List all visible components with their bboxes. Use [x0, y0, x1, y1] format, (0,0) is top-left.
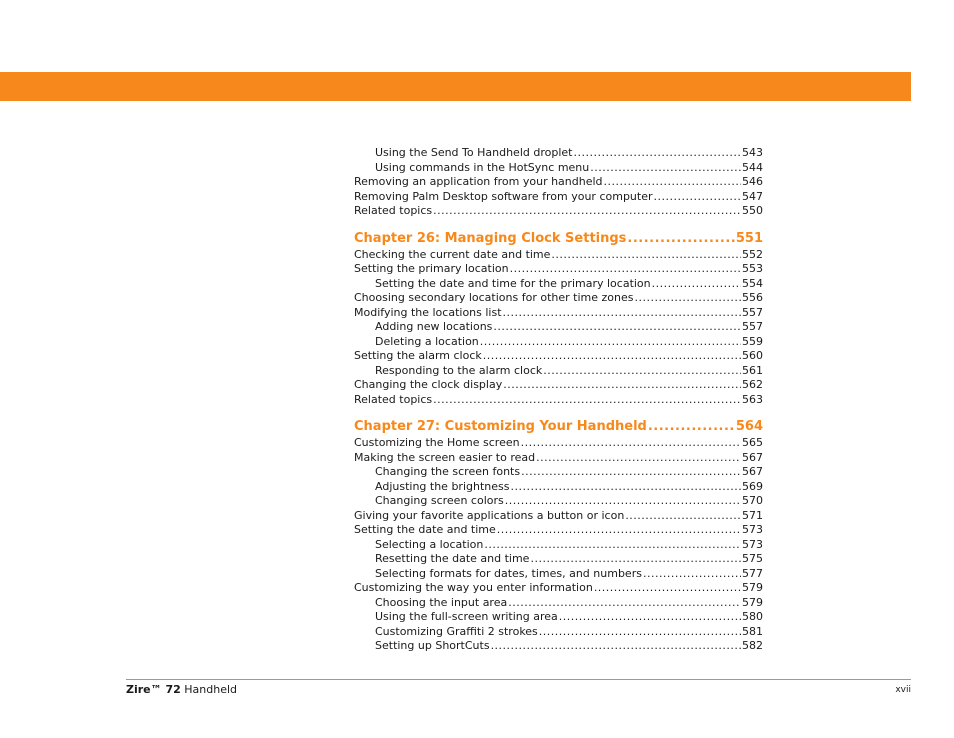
toc-chapter-heading[interactable]	[354, 418, 763, 435]
toc-entry-title: Resetting the date and time	[375, 552, 530, 565]
toc-leader-dots	[604, 175, 741, 190]
toc-entry-title: Deleting a location	[375, 334, 479, 348]
toc-entry[interactable]	[354, 581, 763, 596]
toc-entry[interactable]	[354, 523, 763, 538]
toc-entry-title: Related topics	[354, 392, 433, 406]
toc-entry[interactable]	[354, 175, 763, 190]
toc-entry-title: Setting the primary location	[354, 262, 509, 275]
toc-page-number: 571	[742, 508, 763, 522]
toc-entry[interactable]	[354, 306, 763, 321]
toc-leader-dots	[480, 335, 741, 350]
toc-page-number: 553	[742, 262, 763, 275]
toc-leader-dots	[521, 436, 741, 451]
toc-leader-dots	[643, 567, 741, 582]
toc-page-number: 557	[742, 305, 763, 319]
toc-leader-dots	[654, 190, 742, 205]
footer-product	[126, 683, 237, 696]
toc-page-number: 582	[742, 639, 763, 652]
toc-leader-dots	[648, 418, 735, 435]
toc-page-number: 570	[742, 494, 763, 507]
toc-entry-title: Setting the date and time	[354, 523, 496, 536]
toc-page-number: 547	[742, 189, 763, 203]
toc-entry-title: Customizing Graffiti 2 strokes	[375, 624, 538, 638]
toc-leader-dots	[530, 552, 741, 567]
toc-subentry[interactable]	[354, 625, 763, 640]
toc-page-number: 569	[742, 479, 763, 493]
toc-entry-title: Choosing the input area	[375, 595, 508, 609]
toc-entry-title: Adding new locations	[375, 320, 493, 333]
toc-leader-dots	[493, 320, 741, 335]
toc-entry[interactable]	[354, 248, 763, 263]
toc-entry-title: Changing the screen fonts	[375, 465, 521, 478]
toc-leader-dots	[551, 248, 741, 263]
toc-entry[interactable]	[354, 190, 763, 205]
toc-page-number: 552	[742, 247, 763, 261]
toc-subentry[interactable]	[354, 480, 763, 495]
toc-entry-title: Checking the current date and time	[354, 247, 551, 261]
toc-entry-title: Choosing secondary locations for other time zones	[354, 291, 634, 304]
footer-product-name: Zire™ 72	[126, 683, 181, 696]
toc-page-number: 554	[742, 276, 763, 290]
toc-subentry[interactable]	[354, 320, 763, 335]
toc-subentry[interactable]	[354, 161, 763, 176]
toc-entry-title: Setting up ShortCuts	[375, 639, 490, 652]
toc-page-number: 579	[742, 581, 763, 594]
toc-entry-title: Adjusting the brightness	[375, 479, 510, 493]
toc-entry-title: Selecting a location	[375, 537, 484, 551]
toc-leader-dots	[627, 230, 734, 247]
toc-page-number: 561	[742, 363, 763, 377]
footer-divider	[126, 679, 911, 680]
toc-leader-dots	[497, 523, 741, 538]
toc-subentry[interactable]	[354, 552, 763, 567]
toc-leader-dots	[508, 596, 741, 611]
toc-leader-dots	[594, 581, 741, 596]
toc-leader-dots	[652, 277, 741, 292]
toc-leader-dots	[510, 480, 741, 495]
toc-entry-title: Setting the alarm clock	[354, 349, 482, 362]
toc-entry-title: Changing the clock display	[354, 378, 503, 391]
toc-leader-dots	[483, 349, 741, 364]
toc-subentry[interactable]	[354, 364, 763, 379]
toc-entry-title: Customizing the way you enter information	[354, 581, 593, 594]
toc-subentry[interactable]	[354, 494, 763, 509]
toc-leader-dots	[503, 306, 741, 321]
toc-leader-dots	[503, 378, 741, 393]
toc-entry-title: Setting the date and time for the primary location	[375, 276, 651, 290]
toc-page-number: 559	[742, 334, 763, 348]
table-of-contents	[354, 146, 763, 654]
toc-subentry[interactable]	[354, 567, 763, 582]
toc-page-number: 560	[742, 349, 763, 362]
toc-leader-dots	[521, 465, 741, 480]
toc-entry-title: Making the screen easier to read	[354, 450, 536, 464]
toc-page-number: 580	[742, 610, 763, 623]
footer-page-number: xvii	[895, 685, 911, 695]
toc-leader-dots	[491, 639, 741, 654]
toc-leader-dots	[539, 625, 741, 640]
toc-subentry[interactable]	[354, 610, 763, 625]
toc-leader-dots	[510, 262, 741, 277]
toc-entry-title: Responding to the alarm clock	[375, 363, 543, 377]
toc-subentry[interactable]	[354, 277, 763, 292]
toc-page-number: 564	[735, 419, 763, 434]
toc-page-number: 567	[742, 450, 763, 464]
toc-page-number: 567	[742, 465, 763, 478]
toc-entry[interactable]	[354, 378, 763, 393]
toc-entry[interactable]	[354, 291, 763, 306]
toc-chapter-heading[interactable]	[354, 230, 763, 247]
header-banner	[0, 72, 911, 101]
toc-page-number: 577	[742, 566, 763, 580]
toc-page-number: 562	[742, 378, 763, 391]
toc-leader-dots	[433, 204, 741, 219]
toc-subentry[interactable]	[354, 146, 763, 161]
toc-leader-dots	[573, 146, 741, 161]
toc-subentry[interactable]	[354, 596, 763, 611]
footer-product-suffix: Handheld	[184, 683, 238, 696]
toc-entry[interactable]	[354, 262, 763, 277]
toc-subentry[interactable]	[354, 639, 763, 654]
toc-leader-dots	[559, 610, 741, 625]
toc-page-number: 546	[742, 175, 763, 188]
toc-page-number: 579	[742, 595, 763, 609]
toc-leader-dots	[590, 161, 741, 176]
toc-page-number: 550	[742, 204, 763, 217]
toc-page-number: 544	[742, 160, 763, 174]
toc-entry-title: Using commands in the HotSync menu	[375, 160, 590, 174]
toc-page-number: 556	[742, 291, 763, 304]
toc-entry-title: Using the full-screen writing area	[375, 610, 558, 623]
toc-leader-dots	[634, 291, 741, 306]
toc-entry-title: Changing screen colors	[375, 494, 504, 507]
toc-page-number: 573	[742, 523, 763, 536]
toc-subentry[interactable]	[354, 538, 763, 553]
toc-page-number: 557	[742, 320, 763, 333]
toc-entry[interactable]	[354, 349, 763, 364]
toc-entry-title: Selecting formats for dates, times, and numbers	[375, 566, 642, 580]
toc-entry[interactable]	[354, 393, 763, 408]
toc-page-number: 581	[742, 624, 763, 638]
toc-leader-dots	[433, 393, 741, 408]
toc-leader-dots	[625, 509, 741, 524]
toc-leader-dots	[543, 364, 741, 379]
toc-entry[interactable]	[354, 204, 763, 219]
toc-page-number: 551	[735, 230, 763, 246]
toc-page-number: 575	[742, 552, 763, 565]
toc-subentry[interactable]	[354, 335, 763, 350]
toc-entry-title: Modifying the locations list	[354, 305, 502, 319]
toc-page-number: 573	[742, 537, 763, 551]
toc-subentry[interactable]	[354, 465, 763, 480]
toc-entry[interactable]	[354, 451, 763, 466]
toc-leader-dots	[484, 538, 741, 553]
toc-leader-dots	[536, 451, 741, 466]
toc-entry-title: Chapter 27: Customizing Your Handheld	[354, 419, 647, 434]
toc-entry-title: Chapter 26: Managing Clock Settings	[354, 230, 627, 246]
toc-entry-title: Removing an application from your handheld	[354, 175, 603, 188]
toc-entry-title: Removing Palm Desktop software from your computer	[354, 189, 653, 203]
toc-entry-title: Customizing the Home screen	[354, 436, 520, 449]
toc-page-number: 543	[742, 146, 763, 159]
toc-entry-title: Using the Send To Handheld droplet	[375, 146, 573, 159]
toc-entry[interactable]	[354, 436, 763, 451]
toc-entry-title: Related topics	[354, 204, 433, 217]
toc-entry[interactable]	[354, 509, 763, 524]
toc-leader-dots	[505, 494, 741, 509]
toc-page-number: 563	[742, 392, 763, 406]
toc-page-number: 565	[742, 436, 763, 449]
toc-entry-title: Giving your favorite applications a button or icon	[354, 508, 625, 522]
